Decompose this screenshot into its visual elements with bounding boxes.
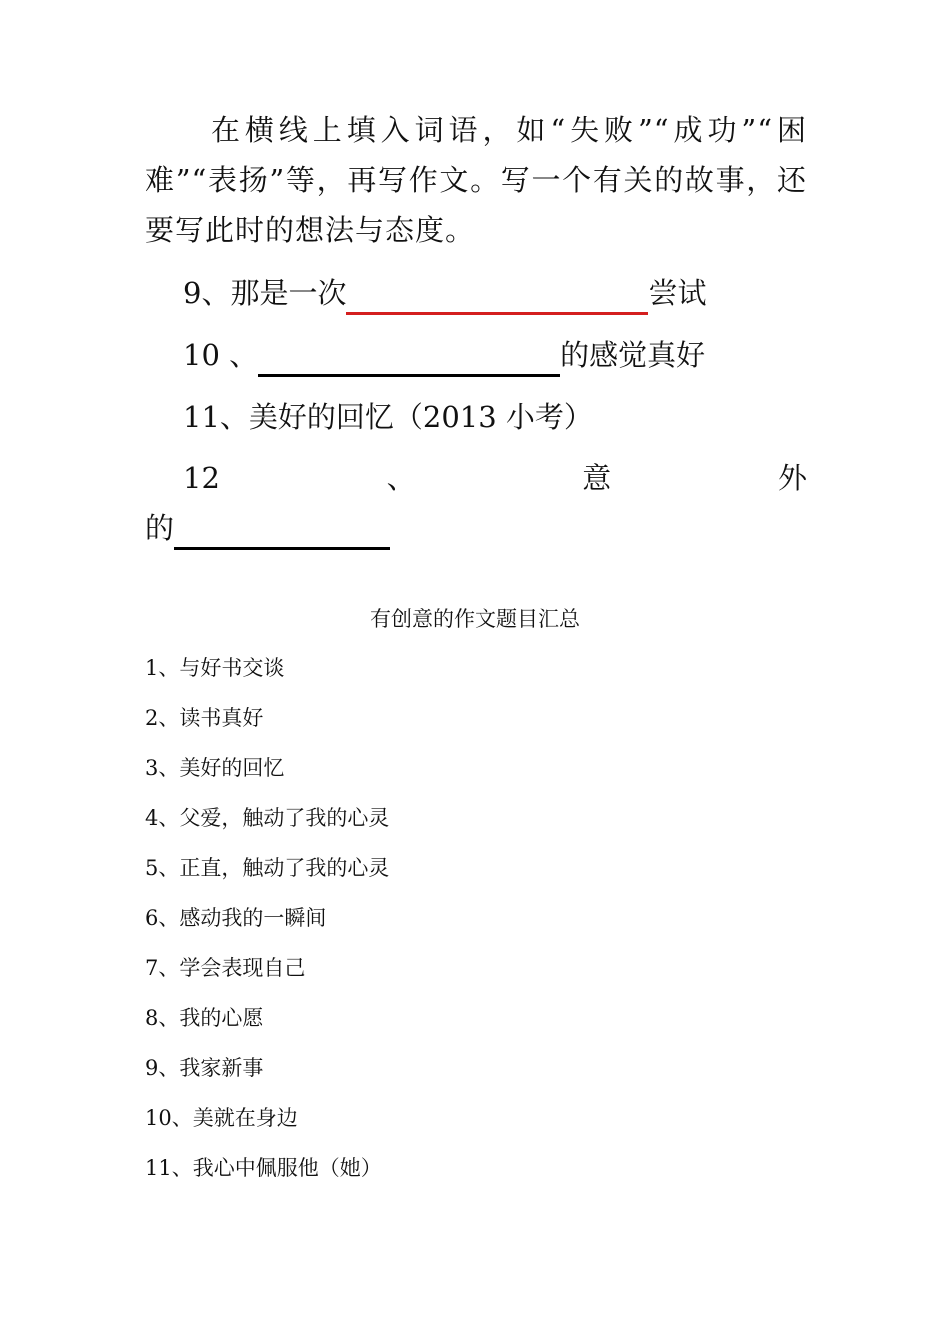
list-item: 3、美好的回忆: [145, 756, 285, 780]
topic-list: [145, 652, 389, 1202]
list-item: 6、感动我的一瞬间: [145, 906, 327, 930]
prompt-9-prefix: 9、那是一次: [183, 276, 347, 310]
list-item: 9、我家新事: [145, 1056, 264, 1080]
prompt-9-blank-line: [346, 311, 648, 315]
prompt-12-line-2: [145, 503, 390, 553]
list-item: 2、读书真好: [145, 706, 264, 730]
list-item: 1、与好书交谈: [145, 656, 285, 680]
prompt-10: [183, 330, 705, 380]
prompt-12-word-3: 的: [145, 511, 175, 545]
list-item: 11、我心中佩服他（她）: [145, 1156, 382, 1180]
section-title: 有创意的作文题目汇总: [370, 607, 580, 631]
list-item: 10、美就在身边: [145, 1106, 298, 1130]
prompt-12-word-2: 外: [777, 461, 807, 495]
prompt-12-word-1: 意: [582, 461, 612, 495]
prompt-12-line-1: [183, 453, 807, 503]
prompt-9-suffix: 尝试: [648, 276, 707, 310]
prompt-12-separator: 、: [386, 461, 416, 495]
list-item: 7、学会表现自己: [145, 956, 306, 980]
prompt-10-suffix: 的感觉真好: [560, 338, 706, 372]
prompt-12-number: 12: [183, 461, 220, 495]
instructions-paragraph: 在横线上填入词语，如“失败”“成功”“困难”“表扬”等，再写作文。写一个有关的故事，还要写此时的想法与态度。: [145, 113, 807, 247]
prompt-11: 11、美好的回忆（2013 小考）: [183, 400, 593, 434]
prompt-10-blank-line: [258, 373, 560, 377]
list-item: 4、父爱，触动了我的心灵: [145, 806, 390, 830]
list-item: 8、我的心愿: [145, 1006, 264, 1030]
prompt-10-prefix: 10 、: [183, 338, 259, 372]
prompt-9: [183, 268, 706, 318]
list-item: 5、正直，触动了我的心灵: [145, 856, 390, 880]
prompt-12-blank-line: [174, 546, 390, 550]
